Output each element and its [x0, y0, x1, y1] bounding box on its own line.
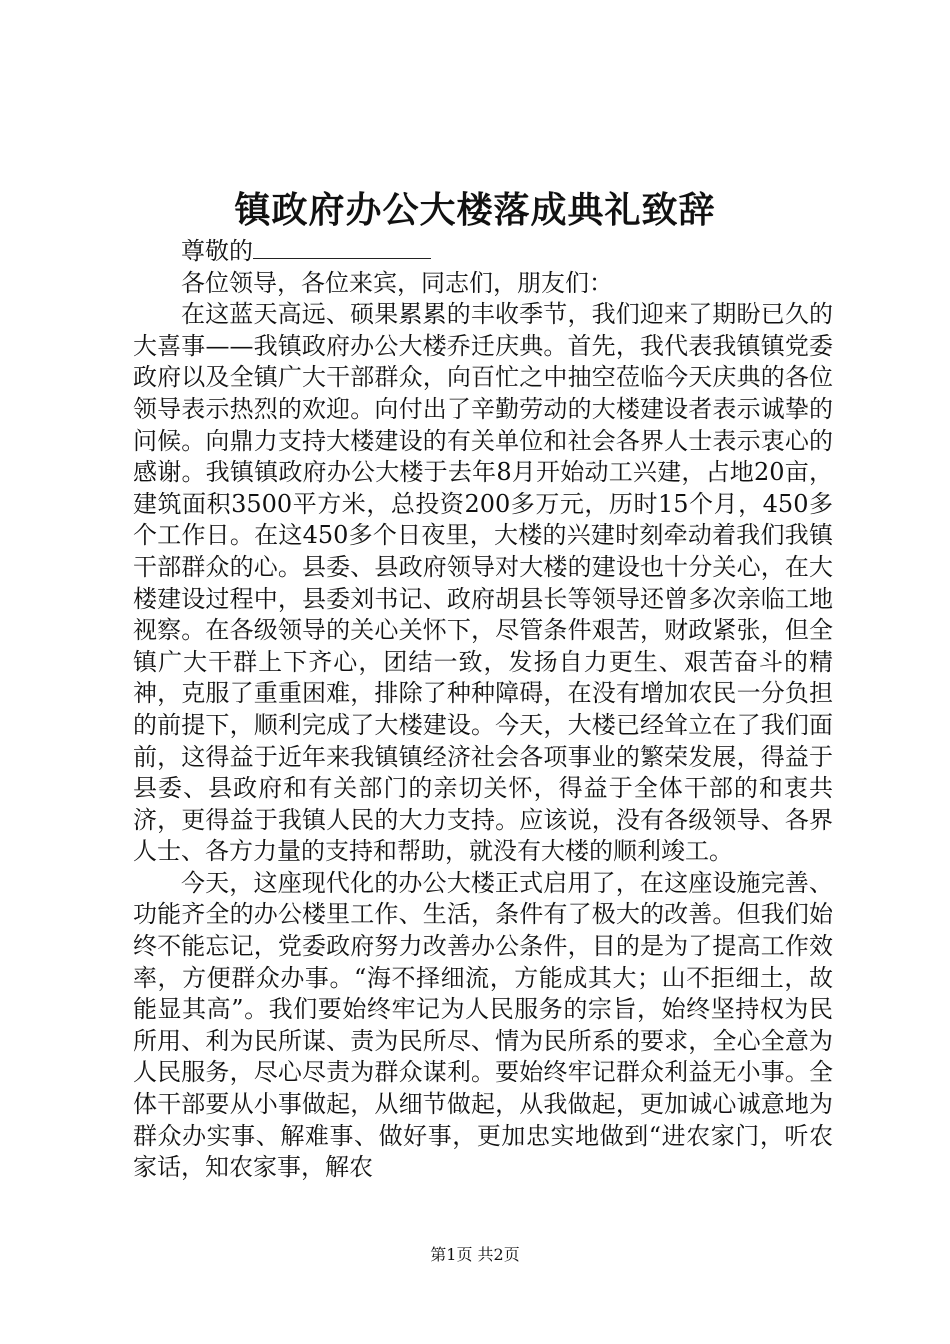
salutation-line [133, 236, 833, 268]
document-title: 镇政府办公大楼落成典礼致辞 [234, 189, 716, 231]
salutation-blank [253, 236, 431, 259]
salutation-prefix: 尊敬的 [181, 237, 253, 265]
page-number-footer: 第1页 共2页 [430, 1245, 520, 1264]
paragraph-1: 在这蓝天高远、硕果累累的丰收季节，我们迎来了期盼已久的大喜事——我镇政府办公大楼乔迁庆典。首先，我代表我镇镇党委政府以及全镇广大干部群众，向百忙之中抽空莅临今天庆典的各位领导表示热烈的欢迎。向付出了辛勤劳动的大楼建设者表示诚挚的问候。向鼎力支持大楼建设的有关单位和社会各界人士表示衷心的感谢。我镇镇政府办公大楼于去年8月开始动工兴建，占地20亩，建筑面积3500平方米，总投资200多万元，历时15个月，450多个工作日。在这450多个日夜里，大楼的兴建时刻牵动着我们我镇干部群众的心。县委、县政府领导对大楼的建设也十分关心，在大楼建设过程中，县委刘书记、政府胡县长等领导还曾多次亲临工地视察。在各级领导的关心关怀下，尽管条件艰苦，财政紧张，但全镇广大干群上下齐心，团结一致，发扬自力更生、艰苦奋斗的精神，克服了重重困难，排除了种种障碍，在没有增加农民一分负担的前提下，顺利完成了大楼建设。今天，大楼已经耸立在了我们面前，这得益于近年来我镇镇经济社会各项事业的繁荣发展，得益于县委、县政府和有关部门的亲切关怀，得益于全体干部的和衷共济，更得益于我镇人民的大力支持。应该说，没有各级领导、各界人士、各方力量的支持和帮助，就没有大楼的顺利竣工。 [133, 300, 833, 866]
paragraph-2: 今天，这座现代化的办公大楼正式启用了，在这座设施完善、功能齐全的办公楼里工作、生活，条件有了极大的改善。但我们始终不能忘记，党委政府努力改善办公条件，目的是为了提高工作效率，方便群众办事。“海不择细流，方能成其大；山不拒细土，故能显其高”。我们要始终牢记为人民服务的宗旨，始终坚持权为民所用、利为民所谋、责为民所尽、情为民所系的要求，全心全意为人民服务，尽心尽责为群众谋利。要始终牢记群众利益无小事。全体干部要从小事做起，从细节做起，从我做起，更加诚心诚意地为群众办实事、解难事、做好事，更加忠实地做到“进农家门，听农家话，知农家事，解农 [133, 868, 833, 1182]
document-body [133, 236, 833, 1184]
greeting-line: 各位领导，各位来宾，同志们，朋友们： [181, 268, 613, 297]
